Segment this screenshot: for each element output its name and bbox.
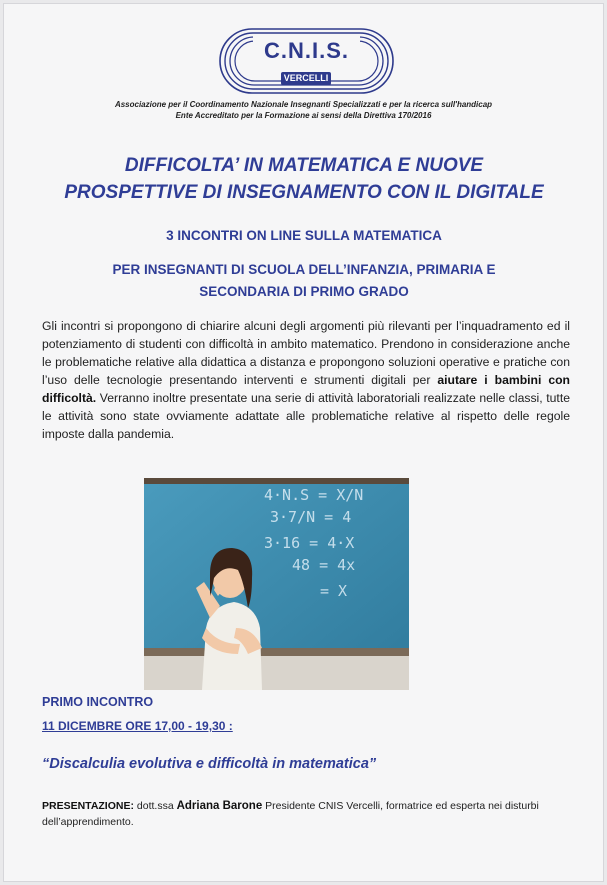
classroom-photo [144, 478, 409, 690]
event-topic: “Discalculia evolutiva e difficoltà in matematica” [42, 756, 377, 772]
audience-line-1: PER INSEGNANTI DI SCUOLA DELL’INFANZIA, PRIMARIA E [112, 262, 496, 277]
association-line-2: Ente Accreditato per la Formazione ai sensi della Direttiva 170/2016 [175, 111, 432, 120]
subtitle: 3 INCONTRI ON LINE SULLA MATEMATICA [166, 228, 442, 243]
presentation-details: Presidente CNIS Vercelli, formatrice ed esperta nei disturbi dell’apprendimento. [42, 800, 539, 828]
description-highlight: aiutare i bambini con difficoltà. [42, 373, 570, 405]
description-part-2: Verranno inoltre presentate una serie di attività laboratoriali realizzate nelle classi, tutte le attività sono state ovviamente adattate alle problematiche relative al rispetto delle regole imposte dalla pandemia. [42, 391, 570, 441]
chalk-line-4: 48 = 4x [292, 556, 356, 574]
audience-line-2: SECONDARIA DI PRIMO GRADO [199, 284, 409, 299]
association-line-1: Associazione per il Coordinamento Nazionale Insegnanti Specializzati e per la ricerca sull'handicap [114, 100, 493, 109]
page-title-line-1: DIFFICOLTA’ IN MATEMATICA E NUOVE [124, 155, 484, 176]
chalk-line-2: 3·7/N = 4 [270, 508, 352, 526]
chalk-line-1: 4·N.S = X/N [264, 486, 364, 504]
description-paragraph [42, 317, 570, 443]
chalk-line-3: 3·16 = 4·X [264, 534, 355, 552]
cnis-logo [219, 28, 394, 94]
presentation-text [42, 798, 572, 830]
presentation-label: PRESENTAZIONE: [42, 800, 134, 812]
event-label: PRIMO INCONTRO [42, 695, 154, 709]
chalk-line-5: = X [320, 582, 348, 600]
page-title-line-2: PROSPETTIVE DI INSEGNAMENTO CON IL DIGITALE [64, 182, 544, 203]
logo-city: VERCELLI [281, 72, 331, 85]
speaker-name: Adriana Barone [176, 800, 263, 812]
presentation-prefix: dott.ssa [133, 800, 177, 812]
logo-name: C.N.I.S. [263, 38, 349, 63]
event-date: 11 DICEMBRE ORE 17,00 - 19,30 : [42, 719, 233, 733]
description-part-1: Gli incontri si propongono di chiarire alcuni degli argomenti più rilevanti per l’inquadramento ed il potenziamento di studenti con difficoltà in ambito matematico. Prendono in considerazione anche le problematiche relative alla didattica a distanza e propongono soluzioni operative e pratiche con l’uso delle tecnologie presentando interventi e strumenti digitali per [42, 319, 570, 387]
flyer-page [4, 4, 603, 881]
